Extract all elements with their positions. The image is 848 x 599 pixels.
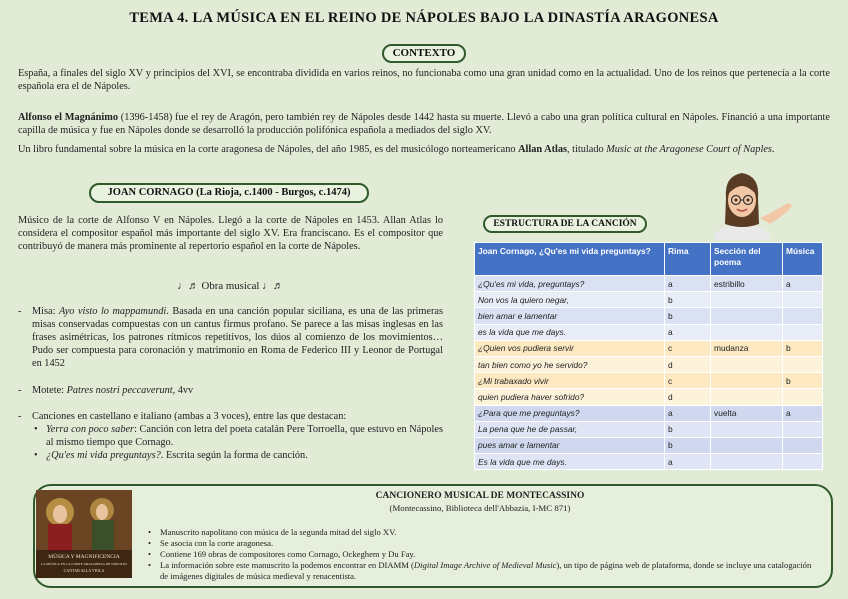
motete-title: Patres nostri peccaverunt bbox=[66, 385, 173, 396]
atlas-name: Allan Atlas bbox=[518, 144, 568, 155]
column-header-rima: Rima bbox=[665, 243, 711, 276]
rima-cell: b bbox=[665, 292, 711, 308]
musica-cell: b bbox=[783, 340, 823, 356]
album-cover-image bbox=[36, 490, 132, 578]
seccion-cell: estribillo bbox=[711, 276, 783, 292]
list-item bbox=[148, 549, 818, 560]
canciones-item bbox=[18, 410, 443, 462]
bullet-dot: • bbox=[34, 424, 38, 435]
estructura-heading: ESTRUCTURA DE LA CANCIÓN bbox=[483, 215, 647, 233]
table-row bbox=[475, 421, 823, 437]
cornago-description: Músico de la corte de Alfonso V en Nápoles. Llegó a la corte de Nápoles en 1453. Allan Atlas lo considera el compositor español más importante del siglo XV. Era franciscano. Es el compositor que contribuyó de manera más prominente al repertorio español en la corte de Nápoles. bbox=[18, 215, 443, 252]
musica-cell bbox=[783, 437, 823, 453]
bullet-dot: • bbox=[148, 560, 152, 570]
yerra-text: : Canción con letra del poeta catalán Pere Torroella, que estuvo en Nápoles al mismo tiempo que Cornago. bbox=[46, 424, 443, 448]
table-row bbox=[475, 356, 823, 372]
table-row bbox=[475, 405, 823, 421]
misa-item bbox=[18, 305, 443, 370]
atlas-text-start: Un libro fundamental sobre la música en la corte aragonesa de Nápoles, del año 1985, es del musicólogo norteamericano bbox=[18, 144, 519, 155]
atlas-book-title: Music at the Aragonese Court of Naples bbox=[606, 144, 772, 155]
lyric-cell: Es la vida que me days. bbox=[475, 454, 665, 470]
seccion-cell bbox=[711, 389, 783, 405]
rima-cell: b bbox=[665, 421, 711, 437]
rima-cell: a bbox=[665, 454, 711, 470]
seccion-cell bbox=[711, 421, 783, 437]
seccion-cell bbox=[711, 308, 783, 324]
musica-cell bbox=[783, 389, 823, 405]
table-row bbox=[475, 389, 823, 405]
table-row bbox=[475, 373, 823, 389]
rima-cell: a bbox=[665, 405, 711, 421]
table-body bbox=[475, 276, 823, 470]
lyric-cell: ¿Para que me preguntays? bbox=[475, 405, 665, 421]
motete-label: Motete: bbox=[32, 385, 67, 396]
canciones-text: Canciones en castellano e italiano (ambas a 3 voces), entre las que destacan: bbox=[32, 411, 347, 422]
lyric-cell: ¿Mi trabaxado vivir bbox=[475, 373, 665, 389]
contexto-paragraph-2 bbox=[18, 111, 830, 137]
list-item bbox=[148, 560, 818, 582]
musica-cell bbox=[783, 324, 823, 340]
seccion-cell bbox=[711, 454, 783, 470]
column-header-seccion: Sección del poema bbox=[711, 243, 783, 276]
lyric-cell: Non vos la quiero negar, bbox=[475, 292, 665, 308]
table-row bbox=[475, 308, 823, 324]
lyric-cell: pues amar e lamentar bbox=[475, 437, 665, 453]
yerra-title: Yerra con poco saber bbox=[46, 424, 135, 435]
song-structure-table bbox=[474, 242, 823, 470]
obra-musical-heading: ♩♬ Obra musical ♩♬ bbox=[177, 280, 284, 292]
atlas-text-mid: , titulado bbox=[567, 144, 607, 155]
diamm-name: Digital Image Archive of Medieval Music bbox=[413, 560, 557, 570]
avatar bbox=[712, 168, 794, 240]
table-row bbox=[475, 437, 823, 453]
contexto-paragraph-1: España, a finales del siglo XV y principios del XVI, se encontraba dividida en varios reinos, no funcionaba como una gran unidad como en la actualidad. Uno de los reinos que pertenecía a la corte española era el de Nápoles. bbox=[18, 68, 830, 92]
rima-cell: a bbox=[665, 276, 711, 292]
table-row bbox=[475, 292, 823, 308]
motete-text: , 4vv bbox=[172, 385, 194, 396]
lyric-cell: La pena que he de passar, bbox=[475, 421, 665, 437]
rima-cell: c bbox=[665, 373, 711, 389]
ques-mi-vida-text: . Escrita según la forma de canción. bbox=[160, 450, 308, 461]
column-header-lyrics: Joan Cornago, ¿Qu'es mi vida preguntays? bbox=[475, 243, 665, 276]
lyric-cell: ¿Quien vos pudiera servir bbox=[475, 340, 665, 356]
table-row bbox=[475, 340, 823, 356]
list-item-text: Manuscrito napolitano con música de la segunda mitad del siglo XV. bbox=[160, 527, 397, 537]
table-row bbox=[475, 276, 823, 292]
table-header-row bbox=[475, 243, 823, 276]
seccion-cell bbox=[711, 356, 783, 372]
musica-cell bbox=[783, 421, 823, 437]
dash-bullet: - bbox=[18, 411, 22, 422]
list-item-text: Contiene 169 obras de compositores como Cornago, Ockeghem y Du Fay. bbox=[160, 549, 416, 559]
rima-cell: d bbox=[665, 389, 711, 405]
table-row bbox=[475, 454, 823, 470]
seccion-cell bbox=[711, 292, 783, 308]
lyric-cell: bien amar e lamentar bbox=[475, 308, 665, 324]
musica-cell bbox=[783, 292, 823, 308]
bullet-dot: • bbox=[148, 549, 152, 559]
album-line-1: MÚSICA Y MAGNIFICENCIA bbox=[48, 554, 120, 560]
alfonso-text: (1396-1458) fue el rey de Aragón, pero también rey de Nápoles desde 1442 hasta su muerte. Llevó a cabo una gran política cultural en Nápoles. Financió a una importante capilla de música y fue en Nápoles donde se desarrolló la producción polifónica española a mediados del siglo XV. bbox=[18, 112, 830, 136]
rima-cell: b bbox=[665, 437, 711, 453]
dash-bullet: - bbox=[18, 306, 22, 317]
seccion-cell bbox=[711, 437, 783, 453]
list-item bbox=[148, 538, 818, 549]
musica-cell bbox=[783, 356, 823, 372]
contexto-paragraph-3 bbox=[18, 143, 830, 156]
bullet-dot: • bbox=[148, 538, 152, 548]
motete-item bbox=[18, 384, 443, 397]
cornago-heading: JOAN CORNAGO (La Rioja, c.1400 - Burgos, c.1474) bbox=[89, 183, 369, 203]
montecassino-title: CANCIONERO MUSICAL DE MONTECASSINO bbox=[375, 491, 585, 501]
contexto-heading: CONTEXTO bbox=[382, 44, 466, 63]
list-item bbox=[148, 527, 818, 538]
seccion-cell: vuelta bbox=[711, 405, 783, 421]
diamm-text-end: ), un tipo de página web de plataforma, donde se incluye una catalogación de imágenes digitales de música medieval y renacentista. bbox=[160, 560, 812, 581]
table-row bbox=[475, 324, 823, 340]
musica-cell bbox=[783, 308, 823, 324]
misa-title: Ayo visto lo mappamundi bbox=[59, 306, 167, 317]
lyric-cell: es la vida que me days. bbox=[475, 324, 665, 340]
bullet-dot: • bbox=[148, 527, 152, 537]
seccion-cell bbox=[711, 373, 783, 389]
rima-cell: a bbox=[665, 324, 711, 340]
list-item-text: Se asocia con la corte aragonesa. bbox=[160, 538, 274, 548]
atlas-text-end: . bbox=[771, 144, 775, 155]
montecassino-list bbox=[148, 527, 818, 582]
bullet-dot: • bbox=[34, 450, 38, 461]
seccion-cell bbox=[711, 324, 783, 340]
dash-bullet: - bbox=[18, 385, 22, 396]
musica-cell: b bbox=[783, 373, 823, 389]
misa-label: Misa: bbox=[32, 306, 59, 317]
diamm-text-start: La información sobre este manuscrito la podemos encontrar en DIAMM ( bbox=[160, 560, 414, 570]
musica-cell: a bbox=[783, 276, 823, 292]
seccion-cell: mudanza bbox=[711, 340, 783, 356]
musica-cell: a bbox=[783, 405, 823, 421]
page-title: TEMA 4. LA MÚSICA EN EL REINO DE NÁPOLES BAJO LA DINASTÍA ARAGONESA bbox=[129, 10, 719, 26]
alfonso-name: Alfonso el Magnánimo bbox=[18, 112, 118, 123]
rima-cell: b bbox=[665, 308, 711, 324]
musica-cell bbox=[783, 454, 823, 470]
lyric-cell: ¿Qu'es mi vida, preguntays? bbox=[475, 276, 665, 292]
ques-mi-vida-title: ¿Qu'es mi vida preguntays? bbox=[46, 450, 161, 461]
rima-cell: d bbox=[665, 356, 711, 372]
montecassino-subtitle: (Montecassino, Biblioteca dell'Abbazia, I-MC 871) bbox=[389, 503, 571, 513]
lyric-cell: tan bien como yo he servido? bbox=[475, 356, 665, 372]
album-line-2: LA MÚSICA EN LA CORTE ARAGONESA DE NÁPOLES bbox=[40, 562, 128, 566]
album-line-3: CANTAR ALLA VIOLA bbox=[63, 568, 105, 573]
lyric-cell: quien pudiera haver sofrido? bbox=[475, 389, 665, 405]
rima-cell: c bbox=[665, 340, 711, 356]
column-header-musica: Música bbox=[783, 243, 823, 276]
misa-text: . Basada en una canción popular siciliana, es una de las primeras misas conservadas compuestas con un cantus firmus profano. Se parece a las misas inglesas en las frases asimétricas, los patrones rítmicos repetitivos, los dúos al comienzo de los movimientos…Pudo ser compuesta para coronación y matrimonio en Roma de Federico III y Leonor de Portugal en 1452 bbox=[32, 306, 443, 369]
